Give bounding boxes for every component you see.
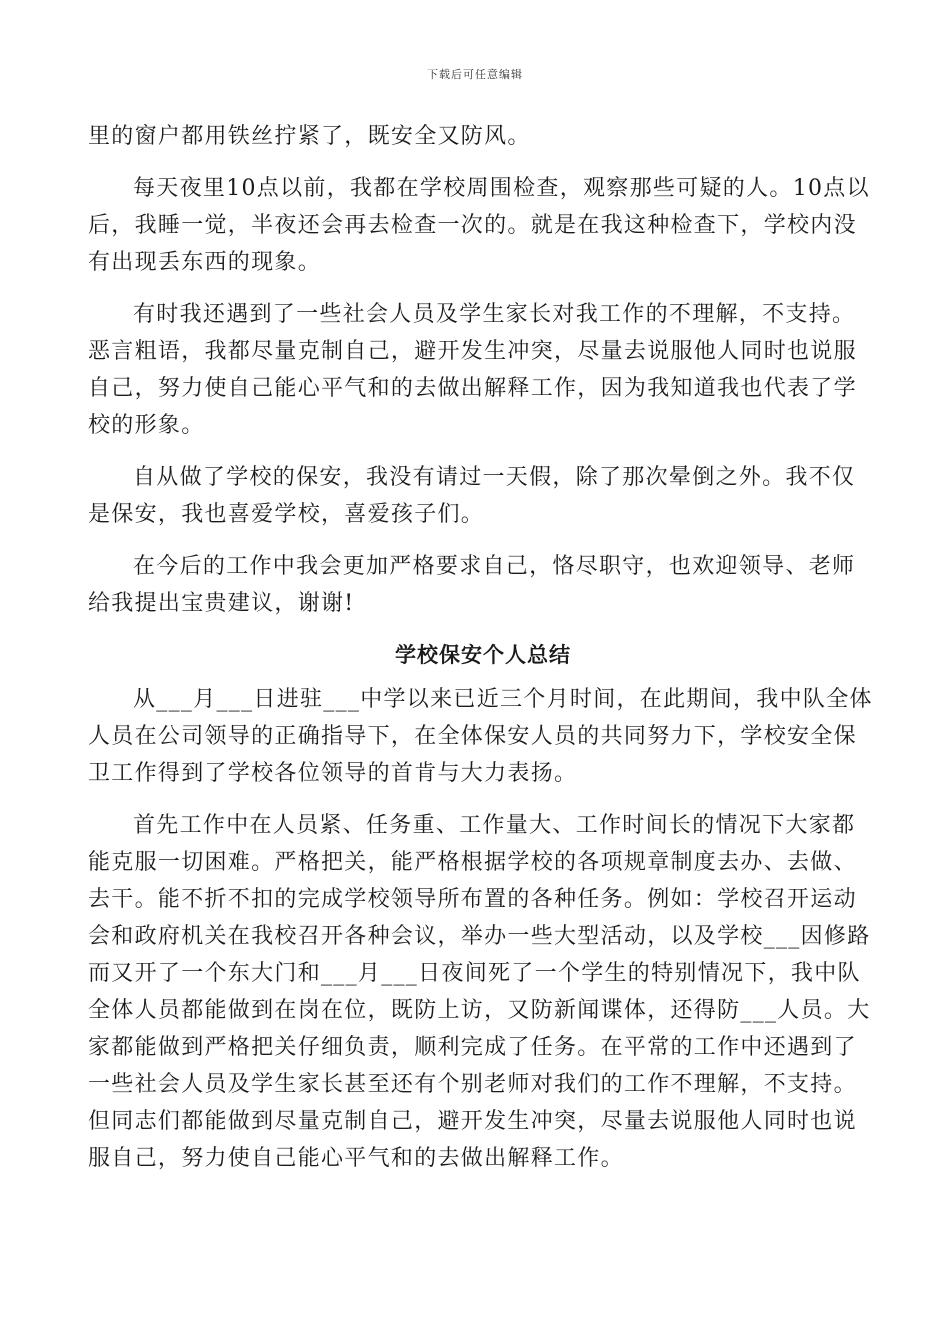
paragraph: 自从做了学校的保安，我没有请过一天假，除了那次晕倒之外。我不仅是保安，我也喜爱学校，喜爱孩子们。 <box>88 465 856 527</box>
paragraph: 里的窗户都用铁丝拧紧了，既安全又防风。 <box>88 124 531 149</box>
paragraph: 每天夜里10点以前，我都在学校周围检查，观察那些可疑的人。10点以后，我睡一觉，半夜还会再去检查一次的。就是在我这种检查下，学校内没有出现丢东西的现象。 <box>88 176 870 275</box>
paragraph: 有时我还遇到了一些社会人员及学生家长对我工作的不理解，不支持。恶言粗语，我都尽量克制自己，避开发生冲突，尽量去说服他人同时也说服自己，努力使自己能心平气和的去做出解释工作，因为我知道我也代表了学校的形象。 <box>88 302 857 438</box>
document-body <box>88 118 878 1192</box>
paragraph: 从___月___日进驻___中学以来已近三个月时间，在此期间，我中队全体人员在公司领导的正确指导下，在全体保安人员的共同努力下，学校安全保卫工作得到了学校各位领导的首肯与大力表扬。 <box>88 687 873 786</box>
section-title: 学校保安个人总结 <box>395 642 571 667</box>
page-header: 下载后可任意编辑 <box>427 68 523 81</box>
paragraph: 在今后的工作中我会更加严格要求自己，恪尽职守，也欢迎领导、老师给我提出宝贵建议，谢谢! <box>88 554 856 616</box>
paragraph: 首先工作中在人员紧、任务重、工作量大、工作时间长的情况下大家都能克服一切困难。严格把关，能严格根据学校的各项规章制度去办、去做、去干。能不折不扣的完成学校领导所布置的各种任务。例如：学校召开运动会和政府机关在我校召开各种会议，举办一些大型活动，以及学校___因修路而又开了一个东大门和___月___日夜间死了一个学生的特别情况下，我中队全体人员都能做到在岗在位，既防上访，又防新闻谍体，还得防___人员。大家都能做到严格把关仔细负责，顺利完成了任务。在平常的工作中还遇到了一些社会人员及学生家长甚至还有个别老师对我们的工作不理解，不支持。但同志们都能做到尽量克制自己，避开发生冲突，尽量去说服他人同时也说服自己，努力使自己能心平气和的去做出解释工作。 <box>88 813 871 1171</box>
